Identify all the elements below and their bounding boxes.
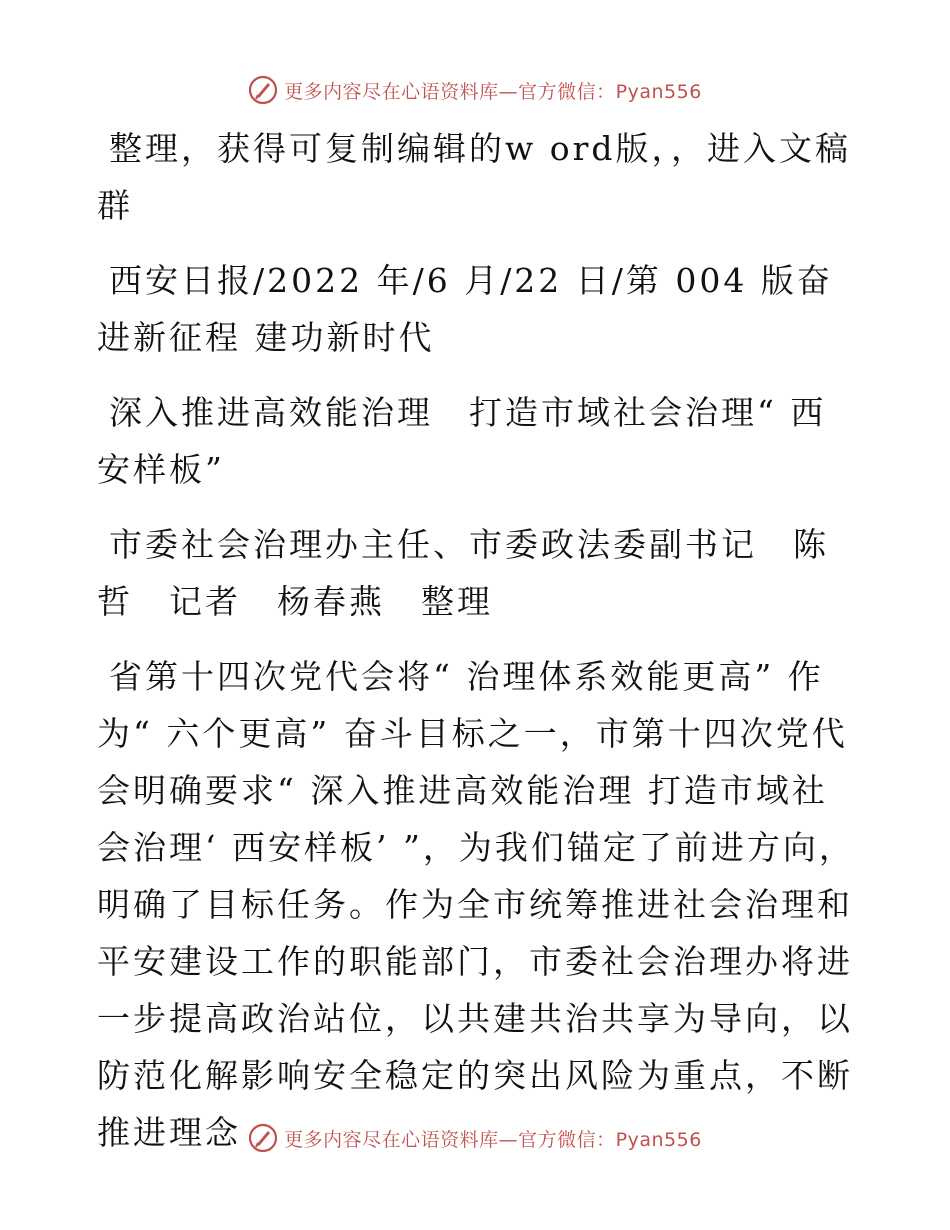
article-title: 深入推进高效能治理 打造市域社会治理“ 西安样板” <box>97 393 827 489</box>
document-body <box>97 120 857 1179</box>
paragraph-intro-note: 整理，获得可复制编辑的w ord版，，进入文稿群 <box>97 129 852 225</box>
paragraph-body: 省第十四次党代会将“ 治理体系效能更高” 作为“ 六个更高” 奋斗目标之一，市第十四次党代会明确要求“ 深入推进高效能治理 打造市域社会治理‘ 西安样板’ ”，为我们锚定了前进方向，明确了目标任务。作为全市统筹推进社会治理和平安建设工作的职能部门，市委社会治理办将进一步提高政治站位，以共建共治共享为导向，以防范化解影响安全稳定的突出风险为重点，不断推进理念 <box>97 657 855 1152</box>
feather-pen-logo-icon <box>248 75 278 105</box>
article-byline: 市委社会治理办主任、市委政法委副书记 陈哲 记者 杨春燕 整理 <box>97 525 829 621</box>
footer-watermark <box>0 1120 950 1156</box>
watermark-text: 更多内容尽在心语资料库—官方微信：Pyan556 <box>284 80 702 103</box>
watermark-text: 更多内容尽在心语资料库—官方微信：Pyan556 <box>284 1128 702 1151</box>
paragraph-source-line: 西安日报/2022 年/6 月/22 日/第 004 版奋进新征程 建功新时代 <box>97 261 833 357</box>
feather-pen-logo-icon <box>248 1123 278 1153</box>
header-watermark <box>0 72 950 108</box>
